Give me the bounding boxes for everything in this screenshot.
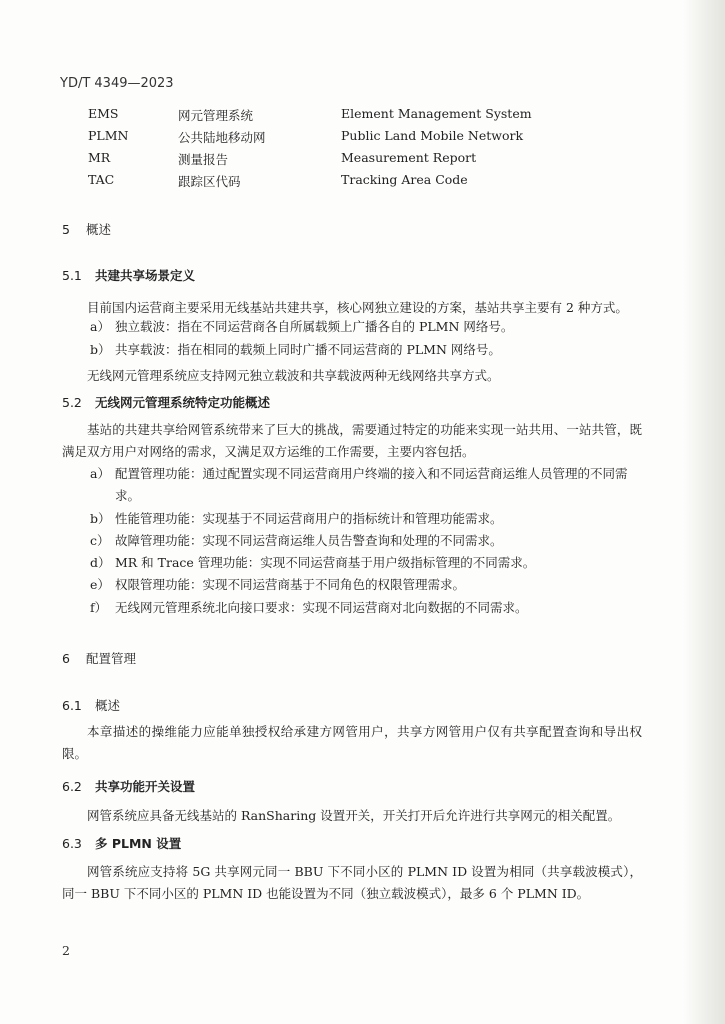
paragraph: 无线网元管理系统应支持网元独立载波和共享载波两种无线网络共享方式。 xyxy=(87,368,500,383)
abbreviation-chinese: 公共陆地移动网 xyxy=(178,130,266,145)
section-heading-5 xyxy=(62,220,111,238)
section-number: 6.1 xyxy=(62,698,82,713)
page-number: 2 xyxy=(62,943,70,958)
section-number: 6 xyxy=(62,651,70,666)
abbreviation-code: TAC xyxy=(88,172,115,187)
list-item xyxy=(90,508,643,530)
section-heading-6-3 xyxy=(62,834,181,852)
paragraph: 本章描述的操维能力应能单独授权给承建方网管用户，共享方网管用户仅有共享配置查询和导出权限。 xyxy=(62,724,642,761)
section-heading-6-1 xyxy=(62,696,120,714)
list-item xyxy=(90,574,643,596)
section-number: 5.1 xyxy=(62,268,82,283)
section-number: 6.3 xyxy=(62,836,82,851)
abbreviation-english: Public Land Mobile Network xyxy=(341,128,524,143)
section-title: 无线网元管理系统特定功能概述 xyxy=(95,395,271,410)
list-marker: c） xyxy=(90,533,110,548)
abbreviation-chinese: 测量报告 xyxy=(178,152,229,167)
list-item-text: 权限管理功能：实现不同运营商基于不同角色的权限管理需求。 xyxy=(115,577,466,592)
section-title: 概述 xyxy=(95,698,121,713)
list-item-text: 无线网元管理系统北向接口要求：实现不同运营商对北向数据的不同需求。 xyxy=(115,600,528,615)
list-item xyxy=(90,316,643,338)
list-item xyxy=(90,339,643,361)
list-item-text: 故障管理功能：实现不同运营商运维人员告警查询和处理的不同需求。 xyxy=(115,533,503,548)
section-number: 6.2 xyxy=(62,779,82,794)
paragraph: 基站的共建共享给网管系统带来了巨大的挑战，需要通过特定的功能来实现一站共用、一站共管，既满足双方用户对网络的需求，又满足双方运维的工作需要，主要内容包括。 xyxy=(62,422,642,459)
list-item-text: 独立载波：指在不同运营商各自所属载频上广播各自的 PLMN 网络号。 xyxy=(115,319,514,334)
section-number: 5 xyxy=(62,222,70,237)
list-marker: e） xyxy=(90,577,110,592)
abbreviation-english: Tracking Area Code xyxy=(341,172,468,187)
abbreviation-chinese: 网元管理系统 xyxy=(178,108,254,123)
list-item xyxy=(90,597,643,619)
list-item-text: MR 和 Trace 管理功能：实现不同运营商基于用户级指标管理的不同需求。 xyxy=(115,555,536,570)
list-marker: a） xyxy=(90,319,110,334)
abbreviation-code: MR xyxy=(88,150,111,165)
abbreviation-code: PLMN xyxy=(88,128,129,143)
list-item-text: 共享载波：指在相同的载频上同时广播不同运营商的 PLMN 网络号。 xyxy=(115,342,501,357)
section-heading-6 xyxy=(62,649,136,667)
paragraph: 目前国内运营商主要采用无线基站共建共享，核心网独立建设的方案，基站共享主要有 2 种方式。 xyxy=(87,300,628,315)
list-marker: f） xyxy=(90,600,108,615)
section-title: 概述 xyxy=(86,222,112,237)
abbreviation-english: Measurement Report xyxy=(341,150,477,165)
list-marker: a） xyxy=(90,466,110,481)
abbreviation-english: Element Management System xyxy=(341,106,532,121)
paragraph: 网管系统应具备无线基站的 RanSharing 设置开关，开关打开后允许进行共享网元的相关配置。 xyxy=(87,808,621,823)
list-marker: d） xyxy=(90,555,111,570)
paragraph: 网管系统应支持将 5G 共享网元同一 BBU 下不同小区的 PLMN ID 设置为相同（共享载波模式），同一 BBU 下不同小区的 PLMN ID 也能设置为不同（独立载波模式），最多 6 个 PLMN ID。 xyxy=(62,864,642,901)
section-title: 多 PLMN 设置 xyxy=(95,836,182,851)
section-title: 共享功能开关设置 xyxy=(95,779,196,794)
list-marker: b） xyxy=(90,511,111,526)
section-heading-6-2 xyxy=(62,777,195,795)
list-item-text: 配置管理功能：通过配置实现不同运营商用户终端的接入和不同运营商运维人员管理的不同需求。 xyxy=(115,466,628,503)
document-header-id: YD/T 4349—2023 xyxy=(60,76,174,91)
section-title: 共建共享场景定义 xyxy=(95,268,196,283)
section-heading-5-1 xyxy=(62,266,195,284)
list-item-text: 性能管理功能：实现基于不同运营商用户的指标统计和管理功能需求。 xyxy=(115,511,503,526)
section-heading-5-2 xyxy=(62,393,270,411)
page-edge-shadow xyxy=(683,0,725,1024)
abbreviation-chinese: 跟踪区代码 xyxy=(178,174,241,189)
section-number: 5.2 xyxy=(62,395,82,410)
abbreviation-code: EMS xyxy=(88,106,119,121)
list-marker: b） xyxy=(90,342,111,357)
list-item xyxy=(90,463,643,507)
list-item xyxy=(90,552,643,574)
section-title: 配置管理 xyxy=(86,651,137,666)
list-item xyxy=(90,530,643,552)
